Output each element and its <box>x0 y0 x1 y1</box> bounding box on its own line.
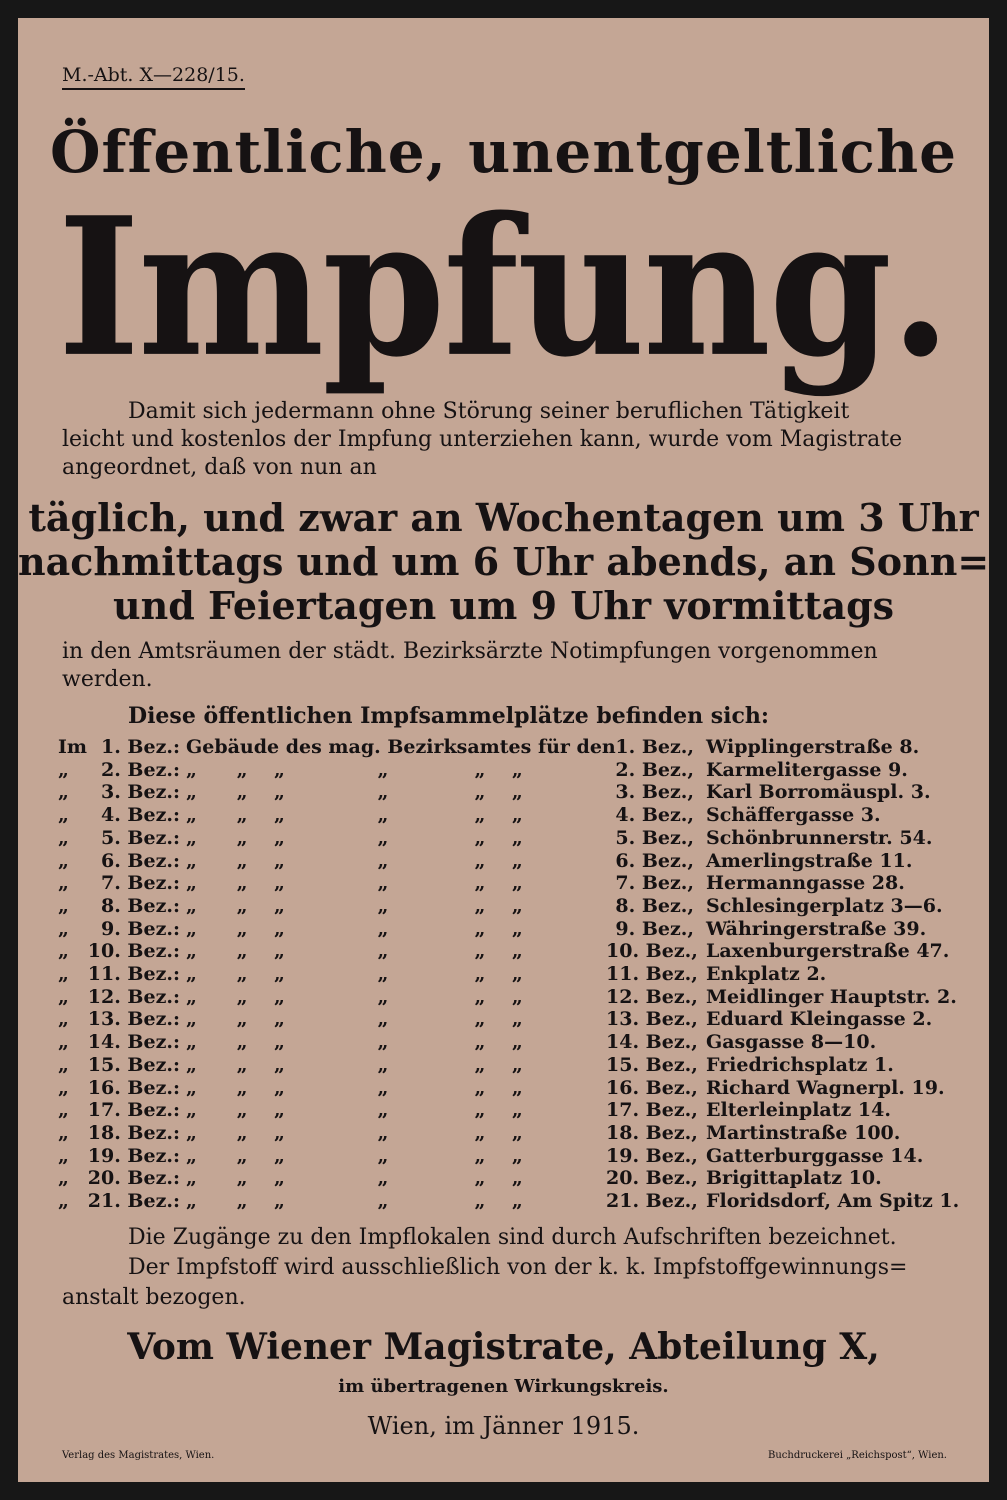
row-prefix: „ <box>58 1121 69 1144</box>
row-building: „ „ „ „ „ „ <box>186 1121 523 1144</box>
schedule-line: und Feiertagen um 9 Uhr vormittags <box>112 583 895 628</box>
authority-name: Vom Wiener Magistrate, Abteilung X, <box>127 1326 880 1368</box>
row-address: Karl Borromäuspl. 3. <box>706 781 931 804</box>
row-building: „ „ „ „ „ „ <box>186 940 523 963</box>
row-target-district: 10. Bez., <box>606 940 698 963</box>
row-address: Floridsdorf, Am Spitz 1. <box>706 1190 960 1212</box>
row-address: Eduard Kleingasse 2. <box>706 1008 933 1031</box>
row-prefix: „ <box>58 1144 69 1167</box>
row-building: „ „ „ „ „ „ <box>186 917 523 940</box>
intro-line: Damit sich jedermann ohne Störung seiner beruflichen Tätigkeit <box>128 399 850 424</box>
row-target-district: 11. Bez., <box>606 963 698 985</box>
row-target-district: 4. Bez., <box>615 804 694 827</box>
row-prefix: Im <box>58 736 87 758</box>
row-building: „ „ „ „ „ „ <box>186 1099 523 1122</box>
reference-number: M.-Abt. X—228/15. <box>62 64 245 90</box>
row-address: Enkplatz 2. <box>706 963 827 985</box>
row-address: Hermanngasse 28. <box>706 872 905 895</box>
row-district: 3. Bez.: <box>100 781 180 804</box>
row-prefix: „ <box>58 985 69 1008</box>
row-prefix: „ <box>58 940 69 963</box>
row-building: „ „ „ „ „ „ <box>186 1167 523 1190</box>
row-address: Laxenburgerstraße 47. <box>706 940 950 963</box>
body-line: in den Amtsräumen der städt. Bezirksärzte Notimpfungen vorgenommen <box>62 639 878 664</box>
row-district: 7. Bez.: <box>100 872 180 895</box>
row-target-district: 5. Bez., <box>615 826 694 849</box>
row-district: 16. Bez.: <box>87 1076 180 1099</box>
row-address: Gatterburggasse 14. <box>706 1144 924 1167</box>
row-building: „ „ „ „ „ „ <box>186 1144 523 1167</box>
row-building: „ „ „ „ „ „ <box>186 804 523 827</box>
row-address: Richard Wagnerpl. 19. <box>706 1076 945 1099</box>
poster <box>18 18 989 1482</box>
row-district: 5. Bez.: <box>100 826 180 849</box>
row-address: Friedrichsplatz 1. <box>706 1053 894 1076</box>
row-target-district: 9. Bez., <box>615 917 694 940</box>
row-prefix: „ <box>58 804 69 827</box>
note-line: Die Zugänge zu den Impflokalen sind durch Aufschriften bezeichnet. <box>128 1225 897 1250</box>
row-prefix: „ <box>58 1031 69 1054</box>
row-building: Gebäude des mag. Bezirksamtes für den <box>186 736 616 758</box>
row-building: „ „ „ „ „ „ <box>186 872 523 895</box>
row-prefix: „ <box>58 849 69 872</box>
row-building: „ „ „ „ „ „ <box>186 826 523 849</box>
row-building: „ „ „ „ „ „ <box>186 758 523 781</box>
row-target-district: 3. Bez., <box>615 781 694 804</box>
row-district: 19. Bez.: <box>87 1144 180 1167</box>
row-district: 4. Bez.: <box>100 804 180 827</box>
row-building: „ „ „ „ „ „ <box>186 1053 523 1076</box>
row-district: 21. Bez.: <box>87 1190 180 1212</box>
row-prefix: „ <box>58 1008 69 1031</box>
row-district: 20. Bez.: <box>87 1167 180 1190</box>
row-district: 9. Bez.: <box>100 917 180 940</box>
authority-sub: im übertragenen Wirkungskreis. <box>338 1376 669 1397</box>
row-building: „ „ „ „ „ „ <box>186 1008 523 1031</box>
row-target-district: 2. Bez., <box>615 758 694 781</box>
row-building: „ „ „ „ „ „ <box>186 1031 523 1054</box>
printer-note: Buchdruckerei „Reichspost“, Wien. <box>768 1450 947 1461</box>
row-target-district: 8. Bez., <box>615 894 694 917</box>
poster-title: Öffentliche, unentgeltliche <box>49 118 958 186</box>
body-line: werden. <box>62 667 153 692</box>
row-district: 17. Bez.: <box>87 1099 180 1122</box>
row-prefix: „ <box>58 1053 69 1076</box>
row-target-district: 6. Bez., <box>615 849 694 872</box>
intro-line: angeordnet, daß von nun an <box>62 455 377 480</box>
list-intro: Diese öffentlichen Impfsammelplätze befinden sich: <box>128 703 770 729</box>
row-prefix: „ <box>58 917 69 940</box>
row-address: Martinstraße 100. <box>706 1121 901 1144</box>
row-prefix: „ <box>58 1190 69 1212</box>
row-target-district: 14. Bez., <box>606 1031 698 1054</box>
row-district: 8. Bez.: <box>100 894 180 917</box>
row-prefix: „ <box>58 1076 69 1099</box>
row-district: 13. Bez.: <box>87 1008 180 1031</box>
row-prefix: „ <box>58 758 69 781</box>
row-prefix: „ <box>58 872 69 895</box>
row-address: Karmelitergasse 9. <box>706 758 908 781</box>
row-district: 18. Bez.: <box>87 1121 180 1144</box>
row-address: Währingerstraße 39. <box>706 917 927 940</box>
schedule-line: täglich, und zwar an Wochentagen um 3 Uhr <box>28 495 979 540</box>
row-address: Gasgasse 8—10. <box>706 1031 877 1054</box>
row-prefix: „ <box>58 1099 69 1122</box>
row-building: „ „ „ „ „ „ <box>186 849 523 872</box>
poster-headline: Impfung. <box>57 175 950 400</box>
row-district: 11. Bez.: <box>87 963 180 985</box>
row-building: „ „ „ „ „ „ <box>186 985 523 1008</box>
note-line: anstalt bezogen. <box>62 1285 246 1310</box>
row-target-district: 16. Bez., <box>606 1076 698 1099</box>
row-district: 14. Bez.: <box>87 1031 180 1054</box>
row-target-district: 7. Bez., <box>615 872 694 895</box>
row-target-district: 19. Bez., <box>606 1144 698 1167</box>
row-district: 12. Bez.: <box>87 985 180 1008</box>
row-district: 1. Bez.: <box>100 736 180 758</box>
row-target-district: 17. Bez., <box>606 1099 698 1122</box>
row-prefix: „ <box>58 781 69 804</box>
row-building: „ „ „ „ „ „ <box>186 963 523 985</box>
row-district: 6. Bez.: <box>100 849 180 872</box>
row-district: 10. Bez.: <box>87 940 180 963</box>
row-target-district: 21. Bez., <box>606 1190 698 1212</box>
row-district: 15. Bez.: <box>87 1053 180 1076</box>
row-address: Amerlingstraße 11. <box>706 849 913 872</box>
schedule-line: nachmittags und um 6 Uhr abends, an Sonn= <box>18 539 990 584</box>
intro-line: leicht und kostenlos der Impfung unterziehen kann, wurde vom Magistrate <box>62 427 903 452</box>
row-building: „ „ „ „ „ „ <box>186 781 523 804</box>
row-building: „ „ „ „ „ „ <box>186 1076 523 1099</box>
row-target-district: 13. Bez., <box>606 1008 698 1031</box>
row-prefix: „ <box>58 894 69 917</box>
row-prefix: „ <box>58 1167 69 1190</box>
row-target-district: 12. Bez., <box>606 985 698 1008</box>
row-address: Schäffergasse 3. <box>706 804 881 827</box>
row-target-district: 15. Bez., <box>606 1053 698 1076</box>
row-building: „ „ „ „ „ „ <box>186 1190 523 1212</box>
row-building: „ „ „ „ „ „ <box>186 894 523 917</box>
row-address: Elterleinplatz 14. <box>706 1099 891 1122</box>
row-address: Schönbrunnerstr. 54. <box>706 826 933 849</box>
row-target-district: 20. Bez., <box>606 1167 698 1190</box>
row-prefix: „ <box>58 963 69 985</box>
row-district: 2. Bez.: <box>100 758 180 781</box>
row-address: Wipplingerstraße 8. <box>706 736 920 758</box>
publisher-note: Verlag des Magistrates, Wien. <box>62 1450 215 1461</box>
issue-date: Wien, im Jänner 1915. <box>367 1412 640 1440</box>
note-line: Der Impfstoff wird ausschließlich von der k. k. Impfstoffgewinnungs= <box>128 1255 908 1280</box>
row-address: Brigittaplatz 10. <box>706 1167 882 1190</box>
row-target-district: 1. Bez., <box>615 736 694 758</box>
row-address: Schlesingerplatz 3—6. <box>706 894 943 917</box>
row-address: Meidlinger Hauptstr. 2. <box>706 985 957 1008</box>
row-target-district: 18. Bez., <box>606 1121 698 1144</box>
row-prefix: „ <box>58 826 69 849</box>
